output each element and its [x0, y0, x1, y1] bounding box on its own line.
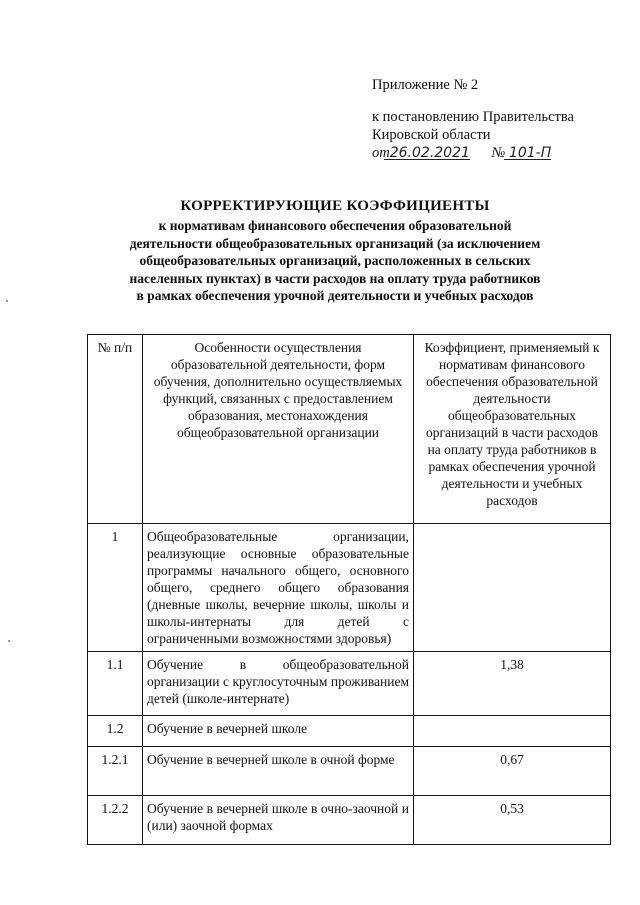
title-sub-line: населенных пунктах) в части расходов на оплату труда работников	[129, 270, 541, 286]
attachment-label: Приложение № 2	[372, 77, 479, 93]
table-row	[88, 796, 611, 845]
row-desc: Общеобразовательные организации, реализующие основные образовательные программы начального общего, основного общего, среднего общего образования (дневные школы, вечерние школы, школы и школы-интернаты для детей с ограниченными возможностями здоровья)	[143, 524, 414, 652]
table-row	[88, 716, 611, 747]
row-coef: 0,67	[414, 747, 611, 796]
row-num: 1.1	[88, 652, 143, 716]
number-prefix: №	[491, 145, 506, 161]
title-sub-line: к нормативам финансового обеспечения образовательной	[158, 218, 512, 233]
row-desc: Обучение в вечерней школе	[143, 716, 414, 747]
row-desc: Обучение в вечерней школе в очной форме	[143, 747, 414, 796]
row-num: 1.2	[88, 716, 143, 747]
title-sub-line: общеобразовательных организаций, расположенных в сельских	[139, 253, 531, 268]
number-field	[492, 144, 552, 162]
header-num: № п/п	[88, 335, 143, 524]
row-desc: Обучение в вечерней школе в очно-заочной и (или) заочной формах	[143, 796, 414, 845]
table-header-row	[88, 335, 611, 524]
row-num: 1.2.2	[88, 796, 143, 845]
row-coef: 0,53	[414, 796, 611, 845]
table-row	[88, 747, 611, 796]
title-main: КОРРЕКТИРУЮЩИЕ КОЭФФИЦИЕНТЫ	[180, 198, 490, 214]
header-desc: Особенности осуществления образовательной деятельности, форм обучения, дополнительно осуществляемых функций, связанных с предоставлением образования, местонахождения общеобразовательной организации	[143, 335, 414, 524]
table-row	[88, 652, 611, 716]
document-title	[60, 198, 610, 305]
title-sub-line: в рамках обеспечения урочной деятельности и учебных расходов	[136, 288, 534, 303]
row-coef	[414, 716, 611, 747]
number-handwritten: 101-П	[508, 145, 552, 161]
header-coef: Коэффициент, применяемый к нормативам финансового обеспечения образовательной деятельности общеобразовательных организаций в части расходов на оплату труда работников в рамках обеспечения урочной деятельности и учебных расходов	[414, 335, 611, 524]
date-prefix: от	[372, 145, 390, 161]
scan-speck	[6, 300, 8, 302]
attachment-line-1: к постановлению Правительства	[372, 109, 574, 125]
row-num: 1.2.1	[88, 747, 143, 796]
row-desc: Обучение в общеобразовательной организации с круглосуточным проживанием детей (школе-интернате)	[143, 652, 414, 716]
attachment-block	[372, 76, 574, 162]
row-num: 1	[88, 524, 143, 652]
title-sub-line: деятельности общеобразовательных организаций (за исключением	[129, 235, 541, 251]
table-row	[88, 524, 611, 652]
attachment-date-line	[372, 144, 574, 162]
row-coef	[414, 524, 611, 652]
title-sub	[60, 217, 610, 305]
row-coef: 1,38	[414, 652, 611, 716]
coefficients-table	[87, 334, 611, 845]
scan-speck	[8, 640, 10, 642]
attachment-line-2: Кировской области	[372, 127, 491, 143]
date-handwritten: 26.02.2021	[389, 145, 470, 161]
date-field	[372, 144, 470, 162]
